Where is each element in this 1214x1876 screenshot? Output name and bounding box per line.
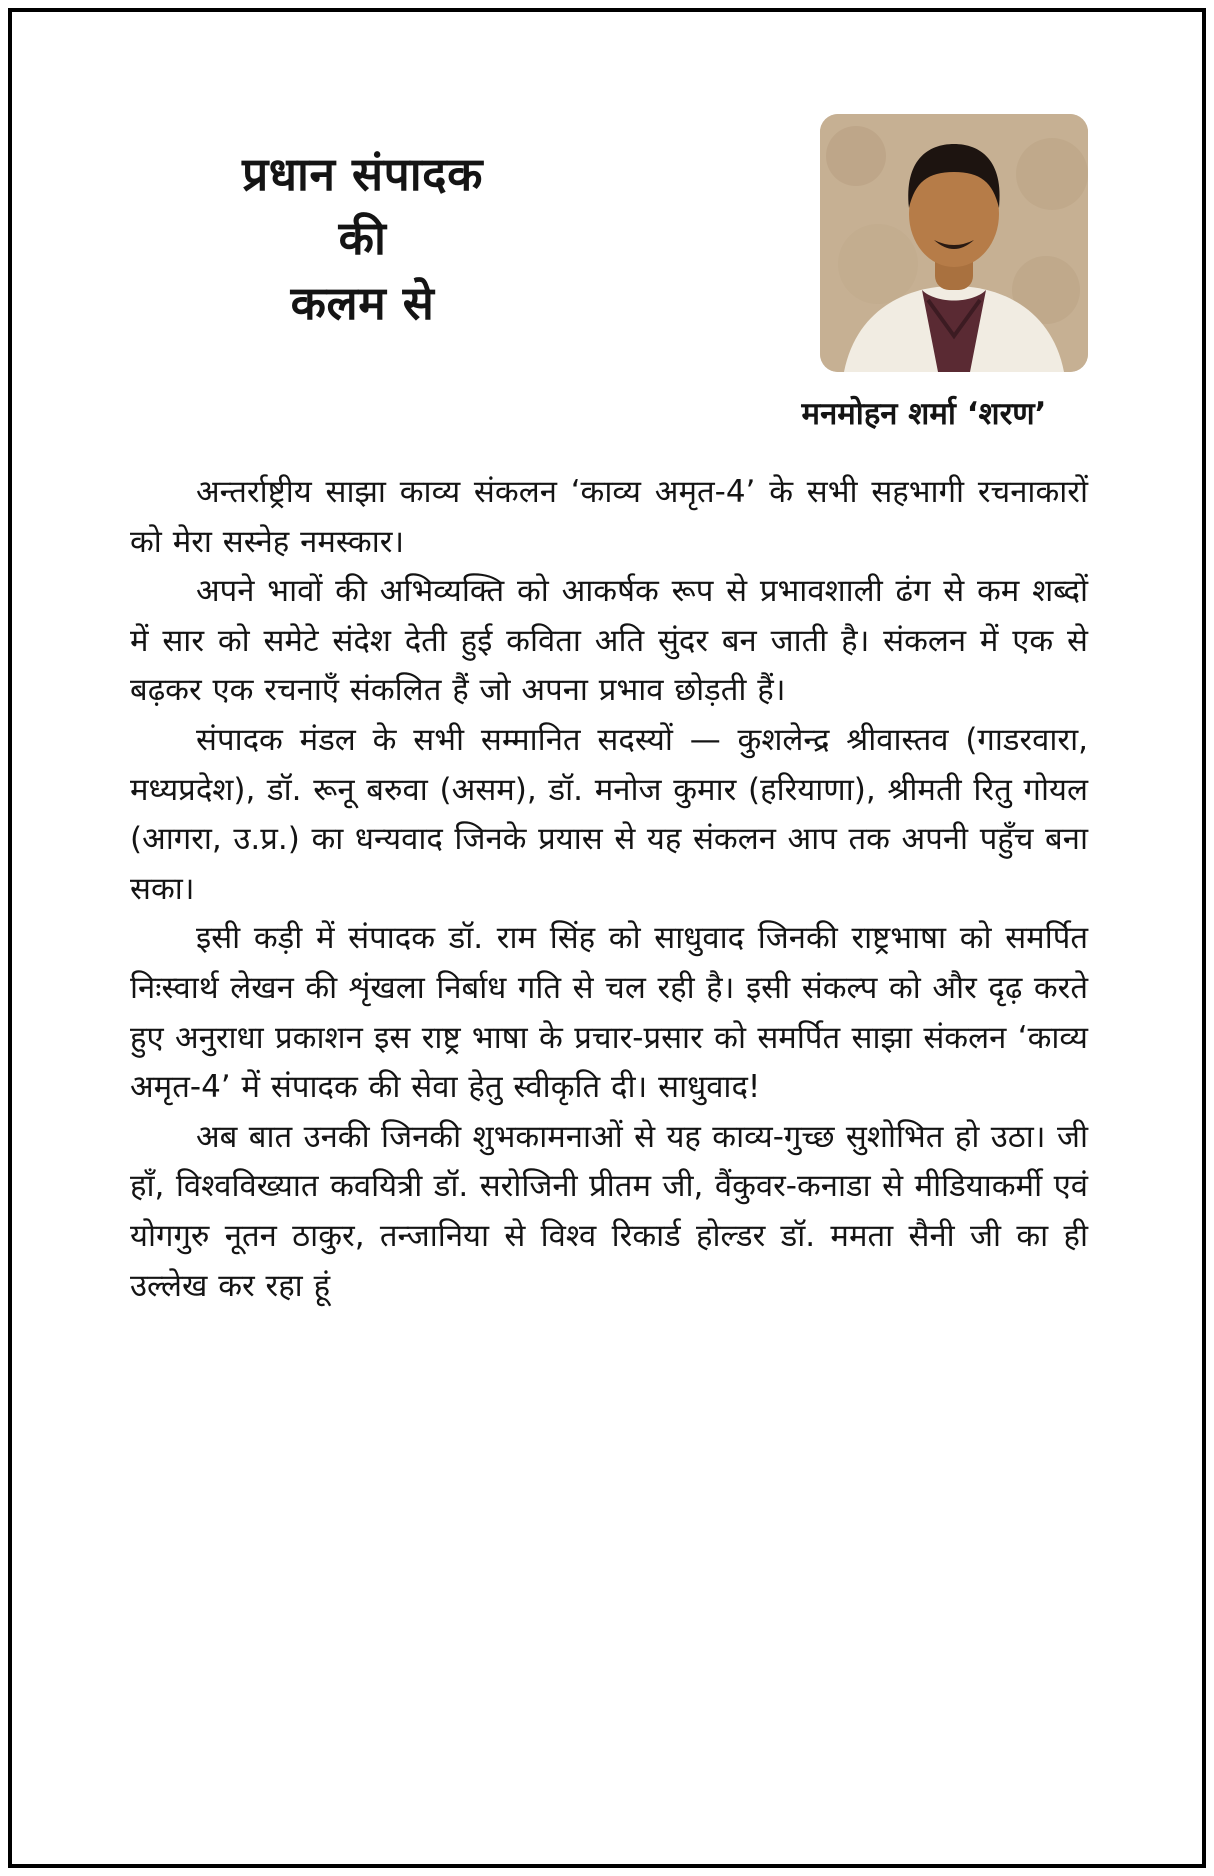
portrait-photo [820, 114, 1088, 372]
body-text [130, 468, 1088, 1311]
page-content [130, 100, 1088, 1311]
author-name: मनमोहन शर्मा ‘शरण’ [801, 396, 1047, 432]
paragraph: अपने भावों की अभिव्यक्ति को आकर्षक रूप से प्रभावशाली ढंग से कम शब्दों में सार को समेटे संदेश देती हुई कविता अति सुंदर बन जाती है। संकलन में एक से बढ़कर एक रचनाएँ संकलित हैं जो अपना प्रभाव छोड़ती हैं। [130, 573, 1088, 709]
paragraph: अन्तर्राष्ट्रीय साझा काव्य संकलन ‘काव्य अमृत-4’ के सभी सहभागी रचनाकारों को मेरा सस्नेह नमस्कार। [130, 474, 1088, 560]
page-title-line-1: प्रधान संपादक [242, 147, 483, 201]
page-title-line-3: कलम से [290, 275, 435, 330]
paragraph: इसी कड़ी में संपादक डॉ. राम सिंह को साधुवाद जिनकी राष्ट्रभाषा को समर्पित निःस्वार्थ लेखन की शृंखला निर्बाध गति से चल रही है। इसी संकल्प को और दृढ़ करते हुए अनुराधा प्रकाशन इस राष्ट्र भाषा के प्रचार-प्रसार को समर्पित साझा संकलन ‘काव्य अमृत-4’ में संपादक की सेवा हेतु स्वीकृति दी। साधुवाद! [130, 920, 1088, 1106]
author-photo-column [801, 114, 1088, 434]
paragraph: संपादक मंडल के सभी सम्मानित सदस्यों — कुशलेन्द्र श्रीवास्तव (गाडरवारा, मध्यप्रदेश), डॉ. रूनू बरुवा (असम), डॉ. मनोज कुमार (हरियाणा), श्रीमती रितु गोयल (आगरा, उ.प्र.) का धन्यवाद जिनके प्रयास से यह संकलन आप तक अपनी पहुँच बना सका। [130, 721, 1088, 907]
page-title-line-2: की [338, 211, 387, 266]
paragraph: अब बात उनकी जिनकी शुभकामनाओं से यह काव्य-गुच्छ सुशोभित हो उठा। जी हाँ, विश्वविख्यात कवयित्री डॉ. सरोजिनी प्रीतम जी, वैंकुवर-कनाडा से मीडियाकर्मी एवं योगगुरु नूतन ठाकुर, तन्जानिया से विश्व रिकार्ड होल्डर डॉ. ममता सैनी जी का ही उल्लेख कर रहा हूं [130, 1118, 1088, 1304]
page-title [130, 142, 595, 335]
page-header [130, 100, 1088, 434]
